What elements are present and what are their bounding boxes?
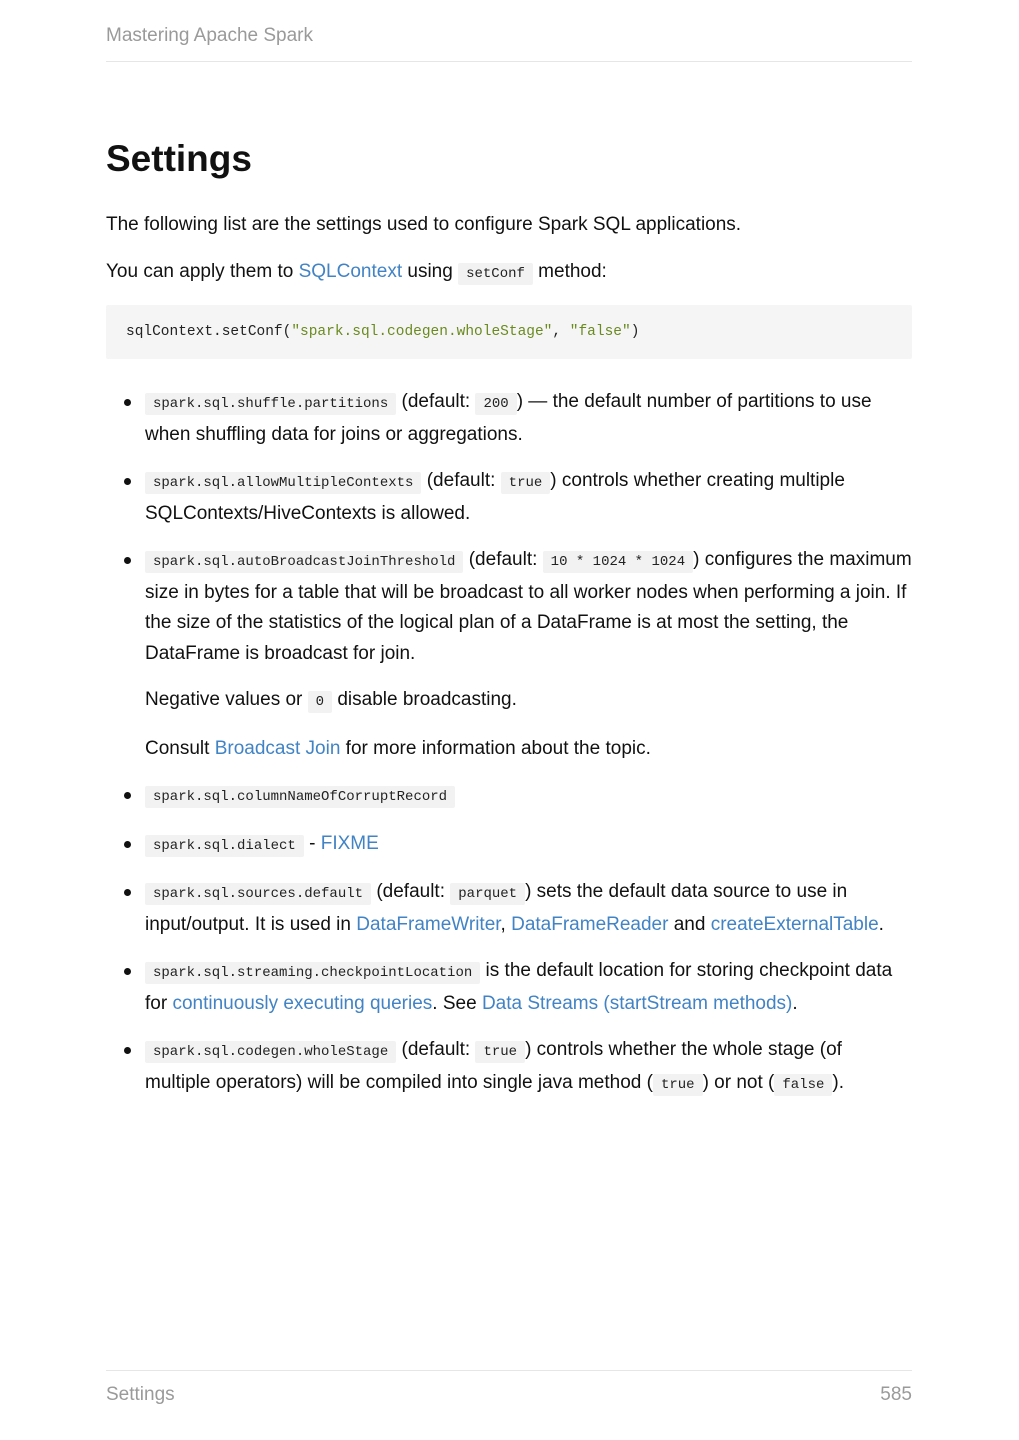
list-item bbox=[106, 545, 912, 764]
text-span: ). bbox=[832, 1071, 845, 1093]
default-value: true bbox=[475, 1041, 525, 1063]
code-block bbox=[106, 305, 912, 359]
createexternaltable-link[interactable]: createExternalTable bbox=[710, 913, 879, 935]
text-span: (default: bbox=[371, 881, 451, 902]
text-span: (default: bbox=[396, 391, 476, 412]
setting-name: spark.sql.streaming.checkpointLocation bbox=[145, 962, 480, 984]
code-string: "false" bbox=[569, 324, 631, 340]
list-item bbox=[106, 956, 912, 1019]
text-span: , bbox=[500, 913, 512, 935]
text-span: ) sets the default data source to use in input/output. It is used in bbox=[145, 881, 848, 935]
inline-code: 0 bbox=[308, 691, 332, 713]
list-item bbox=[106, 877, 912, 940]
text-span: . See bbox=[432, 992, 482, 1014]
text-span: . bbox=[792, 992, 798, 1014]
setting-name: spark.sql.autoBroadcastJoinThreshold bbox=[145, 551, 463, 573]
sqlcontext-link[interactable]: SQLContext bbox=[298, 260, 403, 282]
page-footer bbox=[106, 1370, 912, 1410]
setting-name: spark.sql.codegen.wholeStage bbox=[145, 1041, 396, 1063]
text-span: Negative values or bbox=[145, 689, 308, 710]
inline-code: setConf bbox=[458, 263, 533, 285]
text-span: ) configures the maximum size in bytes for a table that will be broadcast to all worker nodes when performing a join. If the size of the statistics of the logical plan of a DataFrame is at most the setting, the DataFrame is broadcast for join. bbox=[145, 549, 912, 664]
setting-name: spark.sql.shuffle.partitions bbox=[145, 393, 396, 415]
fixme-link[interactable]: FIXME bbox=[320, 832, 379, 854]
text-span: (default: bbox=[463, 549, 543, 570]
text-span: . bbox=[878, 913, 884, 935]
text-span: Consult bbox=[145, 737, 215, 759]
list-item bbox=[106, 780, 912, 813]
footer-section: Settings bbox=[106, 1384, 175, 1405]
page-title: Settings bbox=[106, 138, 252, 179]
text-span: method: bbox=[532, 260, 607, 282]
intro-paragraph: The following list are the settings used to configure Spark SQL applications. bbox=[106, 214, 742, 235]
page-number: 585 bbox=[880, 1384, 912, 1405]
default-value: 200 bbox=[475, 393, 516, 415]
inline-code: false bbox=[774, 1074, 832, 1096]
text-span: ) controls whether creating multiple SQLContexts/HiveContexts is allowed. bbox=[145, 470, 845, 524]
text-span: ) or not ( bbox=[702, 1071, 775, 1093]
dataframereader-link[interactable]: DataFrameReader bbox=[511, 913, 669, 935]
inline-code: true bbox=[653, 1074, 703, 1096]
book-title: Mastering Apache Spark bbox=[106, 25, 314, 46]
default-value: true bbox=[501, 472, 551, 494]
code-string: "spark.sql.codegen.wholeStage" bbox=[291, 324, 553, 340]
apply-paragraph bbox=[106, 257, 912, 290]
data-streams-link[interactable]: Data Streams (startStream methods) bbox=[481, 992, 793, 1014]
text-span: You can apply them to bbox=[106, 260, 299, 282]
list-item bbox=[106, 1035, 912, 1100]
text-span: ) — the default number of partitions to use when shuffling data for joins or aggregations. bbox=[145, 391, 872, 445]
text-span: ) controls whether the whole stage (of multiple operators) will be compiled into single java method ( bbox=[145, 1039, 842, 1093]
text-span: (default: bbox=[421, 470, 501, 491]
sub-paragraph bbox=[145, 734, 912, 765]
setting-name: spark.sql.allowMultipleContexts bbox=[145, 472, 421, 494]
text-span: using bbox=[402, 260, 459, 282]
broadcast-join-link[interactable]: Broadcast Join bbox=[214, 737, 341, 759]
list-item bbox=[106, 466, 912, 529]
text-span: (default: bbox=[396, 1039, 476, 1060]
sub-paragraph bbox=[145, 685, 912, 718]
list-item bbox=[106, 829, 912, 862]
code-text: sqlContext.setConf( bbox=[126, 324, 292, 340]
list-item bbox=[106, 387, 912, 450]
code-text: , bbox=[552, 324, 570, 340]
settings-list bbox=[106, 387, 912, 1100]
setting-name: spark.sql.columnNameOfCorruptRecord bbox=[145, 786, 455, 808]
default-value: parquet bbox=[450, 883, 525, 905]
default-value: 10 * 1024 * 1024 bbox=[543, 551, 693, 573]
setting-name: spark.sql.sources.default bbox=[145, 883, 371, 905]
dataframewriter-link[interactable]: DataFrameWriter bbox=[356, 913, 501, 935]
text-span: and bbox=[668, 913, 711, 935]
continuous-queries-link[interactable]: continuously executing queries bbox=[172, 992, 433, 1014]
page-header bbox=[106, 24, 912, 62]
setting-name: spark.sql.dialect bbox=[145, 835, 304, 857]
text-span: is the default location for storing checkpoint data for bbox=[145, 960, 893, 1014]
text-span: for more information about the topic. bbox=[340, 737, 651, 759]
main-content bbox=[106, 210, 912, 1116]
text-span: - bbox=[303, 832, 321, 854]
code-text: ) bbox=[630, 324, 640, 340]
text-span: disable broadcasting. bbox=[332, 689, 517, 710]
